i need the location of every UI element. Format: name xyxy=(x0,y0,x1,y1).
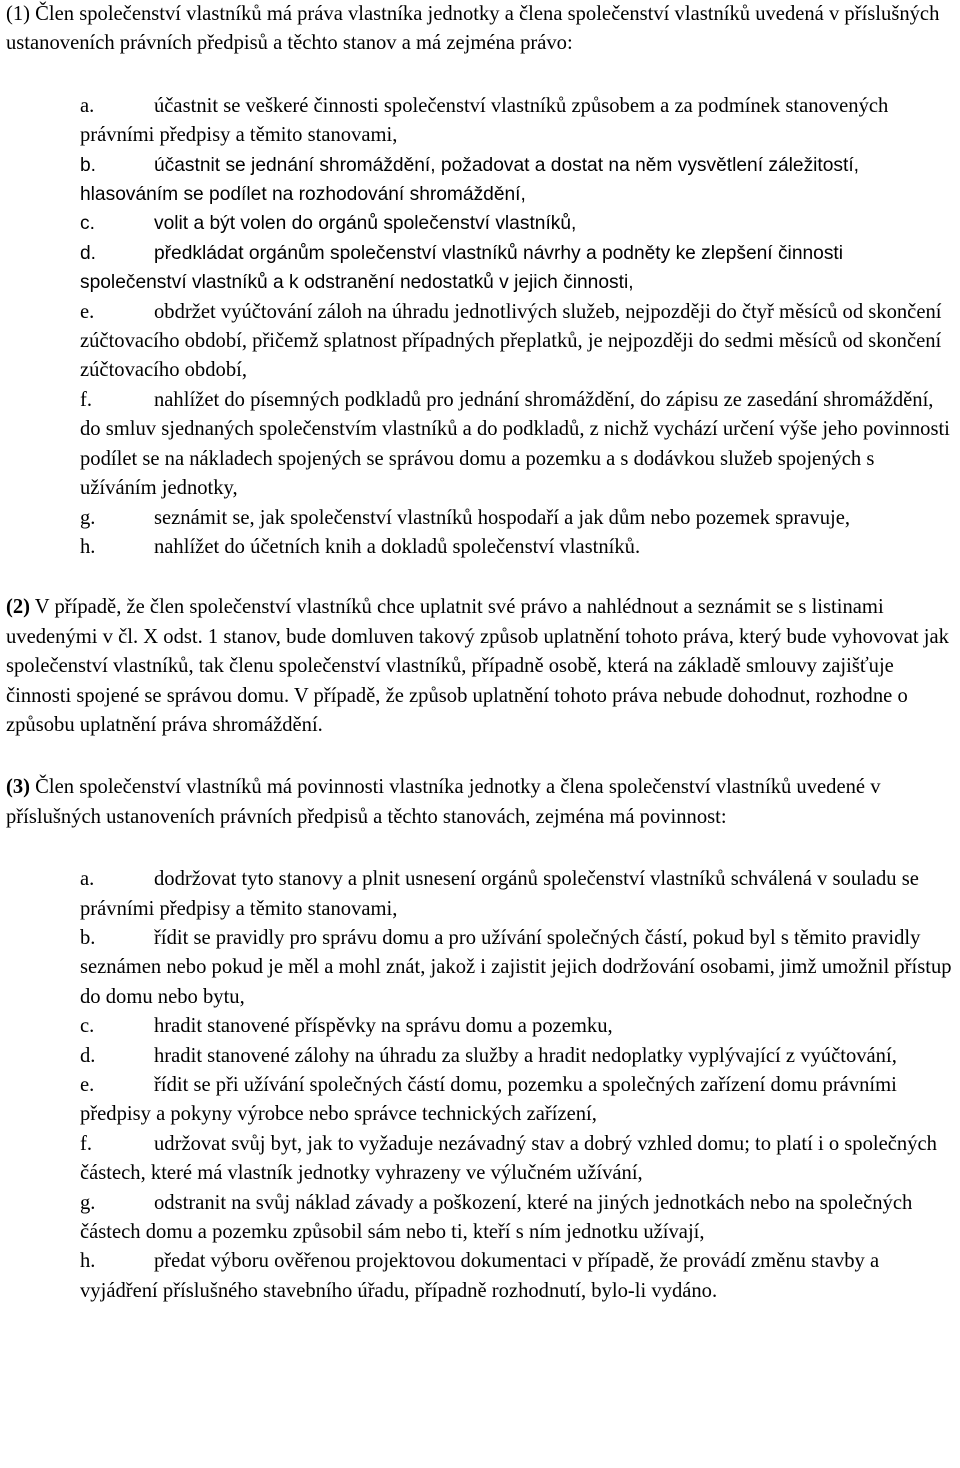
list-item-text: hradit stanovené zálohy na úhradu za služby a hradit nedoplatky vyplývající z vyúčtování, xyxy=(154,1044,897,1067)
section-1-intro-text: Člen společenství vlastníků má práva vlastníka jednotky a člena společenství vlastníků uvedená v příslušných ustanoveních právních předpisů a těchto stanov a má zejména právo: xyxy=(6,3,940,55)
section-1-number: (1) xyxy=(6,3,31,25)
list-item-letter: h. xyxy=(80,535,96,558)
document-page xyxy=(6,0,954,1306)
list-item xyxy=(80,1012,954,1041)
list-item xyxy=(80,533,954,562)
list-item-text: obdržet vyúčtování záloh na úhradu jednotlivých služeb, nejpozději do čtyř měsíců od skončení zúčtovacího období, přičemž splatnost případných přeplatků, je nejpozději do sedmi měsíců od skončení zúčtovacího období, xyxy=(80,300,942,382)
list-item-letter: f. xyxy=(80,1132,93,1155)
list-item-letter: b. xyxy=(80,154,97,176)
list-item xyxy=(80,1042,954,1071)
list-item-letter: d. xyxy=(80,1044,96,1067)
list-item xyxy=(80,1247,954,1306)
list-item-letter: e. xyxy=(80,1074,95,1096)
list-item-letter: f. xyxy=(80,388,93,411)
list-item-text: udržovat svůj byt, jak to vyžaduje nezávadný stav a dobrý vzhled domu; to platí i o společných částech, které má vlastník jednotky vyhrazeny ve výlučném užívání, xyxy=(80,1132,937,1185)
section-3-intro xyxy=(6,773,954,832)
section-2-paragraph xyxy=(6,593,954,740)
list-item-text: předkládat orgánům společenství vlastníků návrhy a podněty ke zlepšení činnosti společenství vlastníků a k odstranění nedostatků v jejich činnosti, xyxy=(80,242,844,294)
section-1-intro xyxy=(6,0,954,59)
list-item-letter: c. xyxy=(80,213,95,235)
list-item-text: seznámit se, jak společenství vlastníků hospodaří a jak dům nebo pozemek spravuje, xyxy=(154,506,851,529)
list-item-text: volit a být volen do orgánů společenství vlastníků, xyxy=(154,213,577,235)
list-item-text: odstranit na svůj náklad závady a poškození, které na jiných jednotkách nebo na společných částech domu a pozemku způsobil sám nebo ti, kteří s ním jednotku užívají, xyxy=(80,1191,913,1244)
section-2-text: V případě, že člen společenství vlastníků chce uplatnit své právo a nahlédnout a seznámit se s listinami uvedenými v čl. X odst. 1 stanov, bude domluven takový způsob uplatnění tohoto práva, který bude vyhovovat jak společenství vlastníků, tak členu společenství vlastníků, případně osobě, která na základě smlouvy zajišťuje činnosti spojené se správou domu. V případě, že způsob uplatnění tohoto práva nebude dohodnut, rozhodne o způsobu uplatnění práva shromáždění. xyxy=(6,596,949,736)
list-item xyxy=(80,298,954,386)
list-item-letter: h. xyxy=(80,1250,96,1273)
list-item-text: hradit stanovené příspěvky na správu domu a pozemku, xyxy=(154,1015,613,1038)
list-item xyxy=(80,239,954,298)
list-item-letter: g. xyxy=(80,1191,96,1214)
list-item-text: řídit se při užívání společných částí domu, pozemku a společných zařízení domu právními předpisy a pokyny výrobce nebo správce technických zařízení, xyxy=(80,1074,897,1126)
list-item-letter: a. xyxy=(80,868,95,891)
list-item-letter: a. xyxy=(80,94,95,117)
section-2-number: (2) xyxy=(6,596,31,619)
list-item xyxy=(80,92,954,151)
list-item xyxy=(80,865,954,924)
list-item xyxy=(80,924,954,1012)
list-item-text: řídit se pravidly pro správu domu a pro užívání společných částí, pokud byl s těmito pravidly seznámen nebo pokud je měl a mohl znát, jakož i zajistit jejich dodržování osobami, jimž umožnil přístup do domu nebo bytu, xyxy=(80,926,952,1008)
list-item-text: nahlížet do účetních knih a dokladů společenství vlastníků. xyxy=(154,535,641,558)
list-item-text: dodržovat tyto stanovy a plnit usnesení orgánů společenství vlastníků schválená v souladu se právními předpisy a těmito stanovami, xyxy=(80,868,919,920)
list-item xyxy=(80,1189,954,1248)
list-item-letter: c. xyxy=(80,1015,95,1038)
list-item xyxy=(80,151,954,210)
list-item-letter: e. xyxy=(80,300,95,323)
list-item-text: účastnit se veškeré činnosti společenství vlastníků způsobem a za podmínek stanovených právními předpisy a těmito stanovami, xyxy=(80,94,889,147)
list-item xyxy=(80,1071,954,1130)
section-1-list xyxy=(6,92,954,563)
section-3-list xyxy=(6,865,954,1306)
section-3-intro-text: Člen společenství vlastníků má povinnosti vlastníka jednotky a člena společenství vlastníků uvedené v příslušných ustanoveních právních předpisů a těchto stanovách, zejména má povinnost: xyxy=(6,776,881,828)
list-item xyxy=(80,209,954,238)
list-item xyxy=(80,504,954,533)
list-item-letter: g. xyxy=(80,506,96,529)
list-item xyxy=(80,386,954,504)
list-item-letter: d. xyxy=(80,242,97,264)
list-item xyxy=(80,1130,954,1189)
section-3-number: (3) xyxy=(6,776,31,799)
list-item-letter: b. xyxy=(80,926,96,949)
list-item-text: účastnit se jednání shromáždění, požadovat a dostat na něm vysvětlení záležitostí, hlasováním se podílet na rozhodování shromáždění, xyxy=(80,154,860,206)
list-item-text: předat výboru ověřenou projektovou dokumentaci v případě, že provádí změnu stavby a vyjádření příslušného stavebního úřadu, případně rozhodnutí, bylo-li vydáno. xyxy=(80,1250,880,1302)
list-item-text: nahlížet do písemných podkladů pro jednání shromáždění, do zápisu ze zasedání shromáždění, do smluv sjednaných společenstvím vlastníků a do podkladů, z nichž vychází určení výše jeho povinnosti podílet se na nákladech spojených se správou domu a pozemku a s dodávkou služeb spojených s užíváním jednotky, xyxy=(80,388,950,500)
